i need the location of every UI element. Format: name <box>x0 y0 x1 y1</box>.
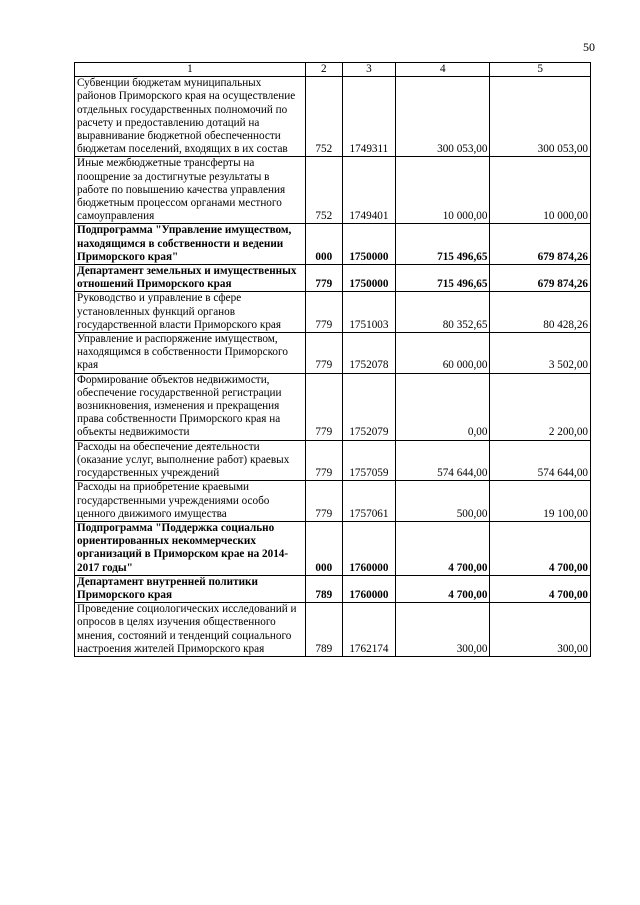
row-name-cell: Формирование объектов недвижимости, обеспечение государственной регистрации возникновения, изменения и прекращения права собственности Приморского края на объекты недвижимости <box>75 373 306 440</box>
row-code-cell: 779 <box>305 333 342 374</box>
row-name-cell: Расходы на приобретение краевыми государственными учреждениями особо ценного движимого имущества <box>75 481 306 522</box>
table-row <box>75 265 591 292</box>
row-article-cell: 1760000 <box>342 521 395 575</box>
column-header: 1 <box>75 63 306 77</box>
row-article-cell: 1760000 <box>342 575 395 602</box>
row-amount-2-cell: 300,00 <box>490 603 591 657</box>
row-name-cell: Проведение социологических исследований и опросов в целях изучения общественного мнения, состояний и тенденций социального настроения жителей Приморского края <box>75 603 306 657</box>
row-amount-2-cell: 4 700,00 <box>490 521 591 575</box>
row-amount-1-cell: 574 644,00 <box>396 440 490 481</box>
row-code-cell: 789 <box>305 603 342 657</box>
table-row <box>75 440 591 481</box>
row-article-cell: 1750000 <box>342 265 395 292</box>
row-code-cell: 752 <box>305 157 342 224</box>
row-code-cell: 752 <box>305 77 342 157</box>
row-amount-1-cell: 715 496,65 <box>396 265 490 292</box>
row-article-cell: 1750000 <box>342 224 395 265</box>
row-amount-1-cell: 4 700,00 <box>396 521 490 575</box>
row-amount-2-cell: 679 874,26 <box>490 224 591 265</box>
row-code-cell: 000 <box>305 224 342 265</box>
row-name-cell: Руководство и управление в сфере установленных функций органов государственной власти Приморского края <box>75 292 306 333</box>
row-amount-1-cell: 60 000,00 <box>396 333 490 374</box>
row-code-cell: 779 <box>305 481 342 522</box>
row-article-cell: 1757059 <box>342 440 395 481</box>
row-amount-1-cell: 80 352,65 <box>396 292 490 333</box>
row-code-cell: 000 <box>305 521 342 575</box>
row-article-cell: 1762174 <box>342 603 395 657</box>
column-header: 4 <box>396 63 490 77</box>
row-name-cell: Департамент внутренней политики Приморского края <box>75 575 306 602</box>
row-code-cell: 789 <box>305 575 342 602</box>
row-amount-1-cell: 500,00 <box>396 481 490 522</box>
row-article-cell: 1749311 <box>342 77 395 157</box>
row-article-cell: 1751003 <box>342 292 395 333</box>
row-name-cell: Подпрограмма "Управление имуществом, находящимся в собственности и ведении Приморского края" <box>75 224 306 265</box>
column-header: 2 <box>305 63 342 77</box>
row-amount-2-cell: 2 200,00 <box>490 373 591 440</box>
table-row <box>75 224 591 265</box>
table-row <box>75 575 591 602</box>
row-amount-2-cell: 3 502,00 <box>490 333 591 374</box>
row-article-cell: 1752079 <box>342 373 395 440</box>
row-article-cell: 1757061 <box>342 481 395 522</box>
row-amount-1-cell: 4 700,00 <box>396 575 490 602</box>
row-amount-2-cell: 80 428,26 <box>490 292 591 333</box>
row-article-cell: 1749401 <box>342 157 395 224</box>
column-header: 5 <box>490 63 591 77</box>
row-code-cell: 779 <box>305 373 342 440</box>
table-row <box>75 77 591 157</box>
row-article-cell: 1752078 <box>342 333 395 374</box>
row-amount-1-cell: 0,00 <box>396 373 490 440</box>
row-amount-2-cell: 10 000,00 <box>490 157 591 224</box>
row-amount-1-cell: 10 000,00 <box>396 157 490 224</box>
row-name-cell: Иные межбюджетные трансферты на поощрение за достигнутые результаты в работе по повышению качества управления бюджетным процессом органами местного самоуправления <box>75 157 306 224</box>
table-row <box>75 157 591 224</box>
table-header-row <box>75 63 591 77</box>
table-row <box>75 521 591 575</box>
row-code-cell: 779 <box>305 440 342 481</box>
page-number: 50 <box>583 40 595 54</box>
column-header: 3 <box>342 63 395 77</box>
budget-table <box>74 62 591 657</box>
row-amount-2-cell: 679 874,26 <box>490 265 591 292</box>
row-amount-2-cell: 300 053,00 <box>490 77 591 157</box>
row-code-cell: 779 <box>305 292 342 333</box>
table-row <box>75 373 591 440</box>
row-amount-1-cell: 715 496,65 <box>396 224 490 265</box>
row-amount-1-cell: 300,00 <box>396 603 490 657</box>
table-row <box>75 481 591 522</box>
table-row <box>75 292 591 333</box>
row-code-cell: 779 <box>305 265 342 292</box>
table-row <box>75 603 591 657</box>
row-amount-1-cell: 300 053,00 <box>396 77 490 157</box>
row-amount-2-cell: 19 100,00 <box>490 481 591 522</box>
row-name-cell: Субвенции бюджетам муниципальных районов Приморского края на осуществление отдельных государственных полномочий по расчету и предоставлению дотаций на выравнивание бюджетной обеспеченности бюджетам поселений, входящих в их состав <box>75 77 306 157</box>
row-name-cell: Управление и распоряжение имуществом, находящимся в собственности Приморского края <box>75 333 306 374</box>
row-name-cell: Департамент земельных и имущественных отношений Приморского края <box>75 265 306 292</box>
table-row <box>75 333 591 374</box>
row-amount-2-cell: 4 700,00 <box>490 575 591 602</box>
row-amount-2-cell: 574 644,00 <box>490 440 591 481</box>
row-name-cell: Подпрограмма "Поддержка социально ориентированных некоммерческих организаций в Приморском крае на 2014-2017 годы" <box>75 521 306 575</box>
row-name-cell: Расходы на обеспечение деятельности (оказание услуг, выполнение работ) краевых государственных учреждений <box>75 440 306 481</box>
